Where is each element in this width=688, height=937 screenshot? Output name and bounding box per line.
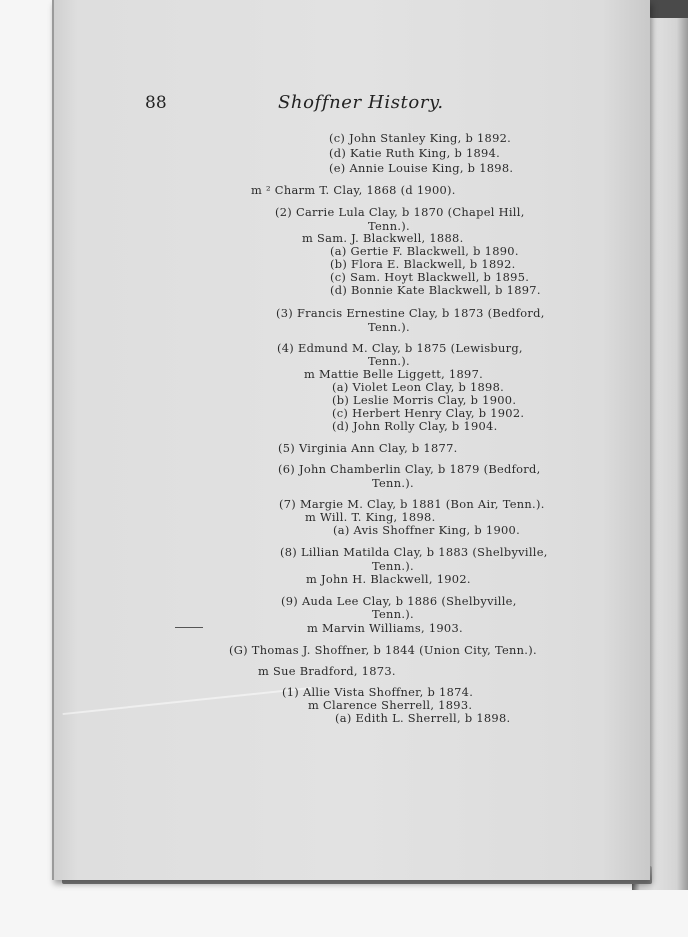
genealogy-line: (c) Herbert Henry Clay, b 1902. [332,406,525,420]
genealogy-line: (2) Carrie Lula Clay, b 1870 (Chapel Hill, [275,205,525,219]
genealogy-line: (8) Lillian Matilda Clay, b 1883 (Shelbyville, [280,545,548,559]
genealogy-line: m Mattie Belle Liggett, 1897. [304,367,484,381]
genealogy-line: (a) Violet Leon Clay, b 1898. [332,380,505,394]
genealogy-line: (1) Allie Vista Shoffner, b 1874. [282,685,474,699]
genealogy-line: (4) Edmund M. Clay, b 1875 (Lewisburg, [277,341,523,355]
genealogy-line: m Clarence Sherrell, 1893. [308,698,473,712]
genealogy-line: m ² Charm T. Clay, 1868 (d 1900). [251,183,456,197]
genealogy-line: (a) Gertie F. Blackwell, b 1890. [330,244,519,258]
genealogy-line: (a) Edith L. Sherrell, b 1898. [335,711,511,725]
genealogy-line: m Marvin Williams, 1903. [307,621,463,635]
genealogy-line: (6) John Chamberlin Clay, b 1879 (Bedford, [278,462,541,476]
genealogy-line: (a) Avis Shoffner King, b 1900. [333,523,521,537]
genealogy-line: Tenn.). [368,320,410,334]
genealogy-line: (b) Leslie Morris Clay, b 1900. [332,393,517,407]
genealogy-line: Tenn.). [372,476,414,490]
genealogy-line: Tenn.). [372,607,414,621]
genealogy-line: m Sue Bradford, 1873. [258,664,396,678]
genealogy-line: (3) Francis Ernestine Clay, b 1873 (Bedford, [276,306,545,320]
genealogy-line: (7) Margie M. Clay, b 1881 (Bon Air, Tenn.). [279,497,545,511]
genealogy-line: m Sam. J. Blackwell, 1888. [302,231,464,245]
running-title: Shoffner History. [278,92,444,113]
genealogy-line: (9) Auda Lee Clay, b 1886 (Shelbyville, [281,594,517,608]
genealogy-line: Tenn.). [368,219,410,233]
genealogy-line: m Will. T. King, 1898. [305,510,436,524]
genealogy-line: (c) John Stanley King, b 1892. [329,131,512,145]
genealogy-line: (5) Virginia Ann Clay, b 1877. [278,441,458,455]
genealogy-line: Tenn.). [372,559,414,573]
genealogy-line: (d) John Rolly Clay, b 1904. [332,419,498,433]
genealogy-line: (c) Sam. Hoyt Blackwell, b 1895. [330,270,530,284]
page-number: 88 [145,93,167,113]
genealogy-line: (d) Katie Ruth King, b 1894. [329,146,501,160]
genealogy-line: (b) Flora E. Blackwell, b 1892. [330,257,516,271]
genealogy-line: (e) Annie Louise King, b 1898. [329,161,514,175]
genealogy-line: (d) Bonnie Kate Blackwell, b 1897. [330,283,541,297]
genealogy-line: m John H. Blackwell, 1902. [306,572,471,586]
genealogy-line: (G) Thomas J. Shoffner, b 1844 (Union City, Tenn.). [229,643,537,657]
margin-mark [175,627,203,628]
genealogy-line: Tenn.). [368,354,410,368]
